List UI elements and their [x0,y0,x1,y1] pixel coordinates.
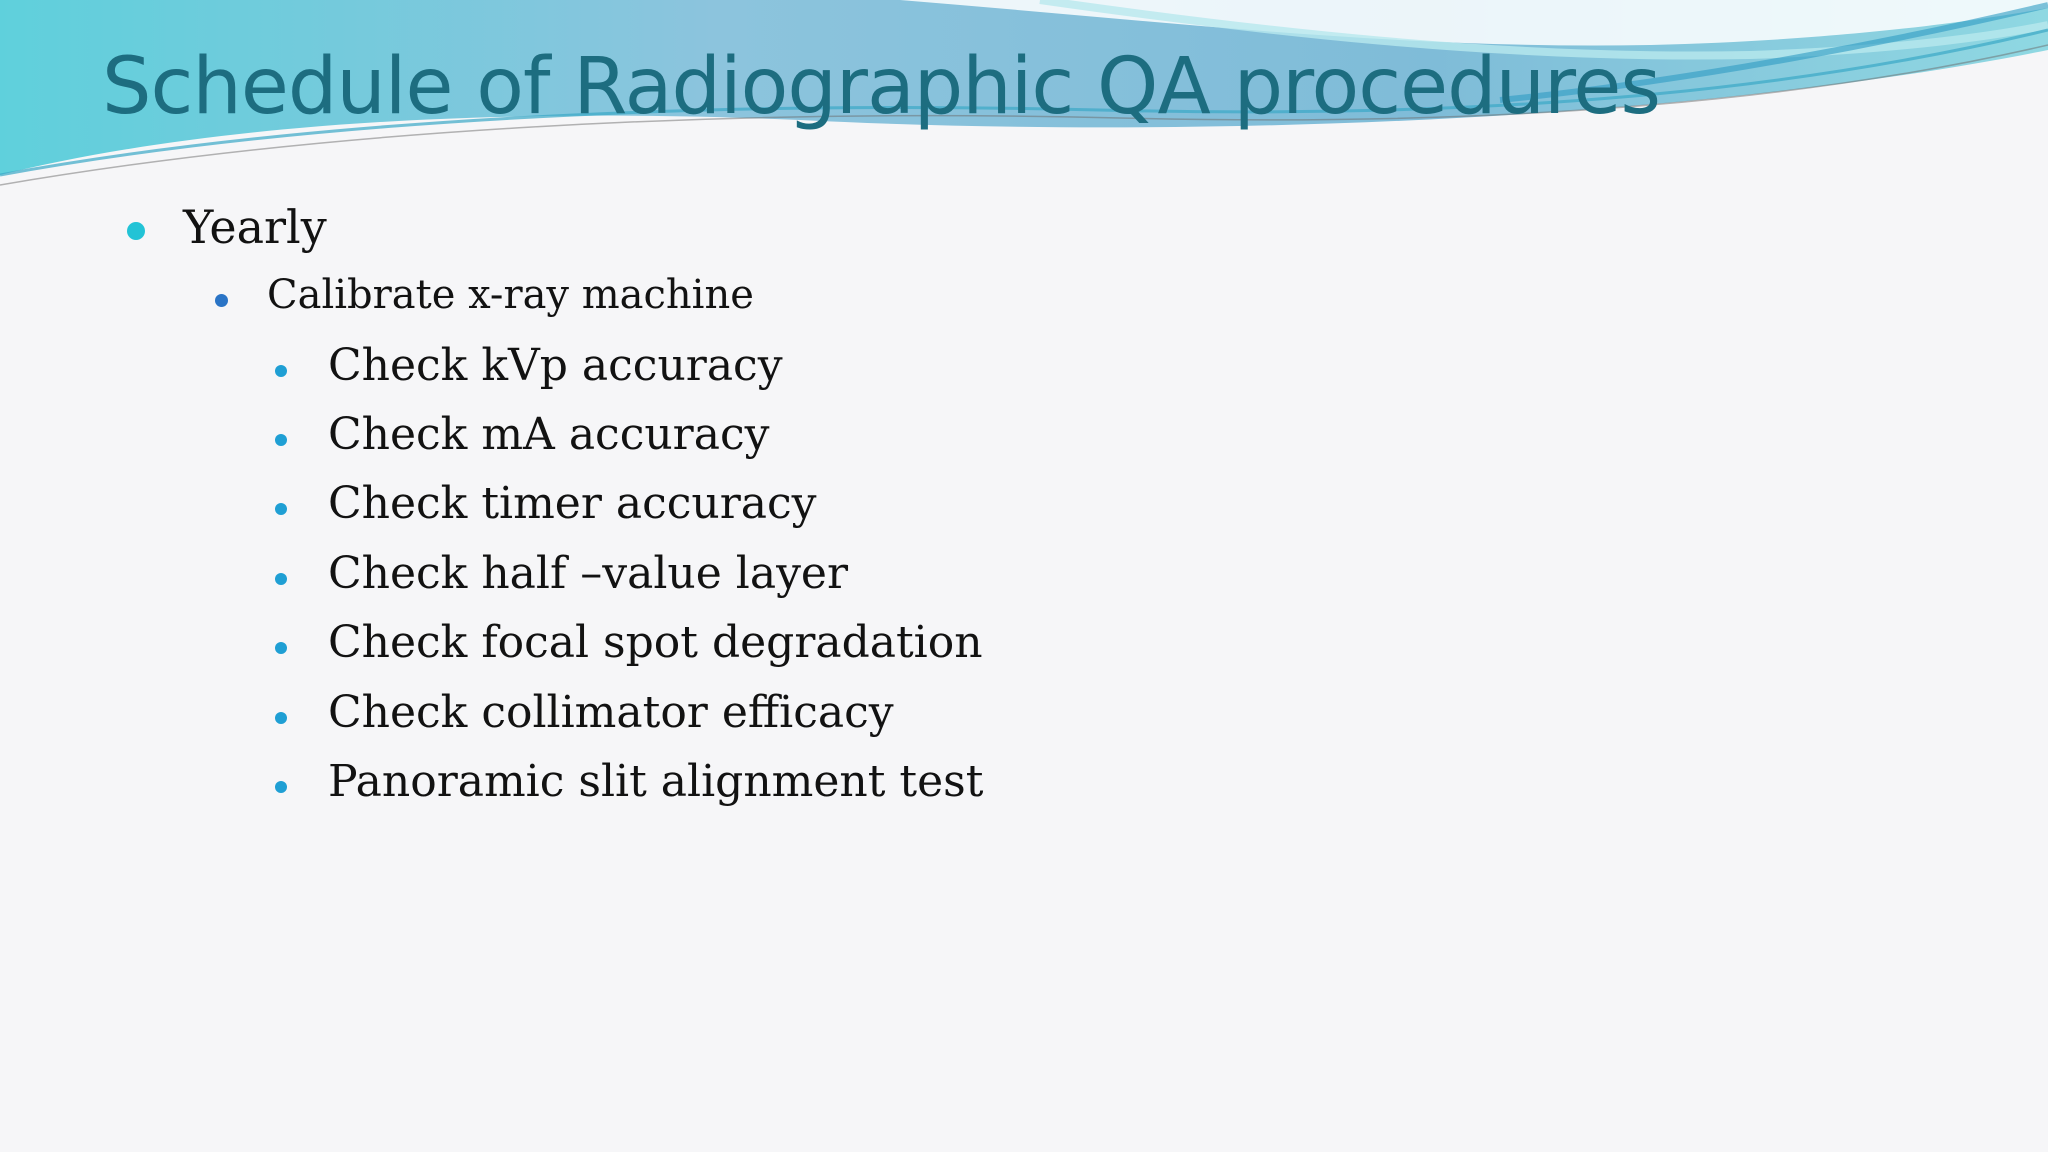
bullet-text: Check mA accuracy [328,409,770,460]
bullet-text: Check half –value layer [328,548,849,599]
bullet-text: Panoramic slit alignment test [328,756,984,807]
bullet-marker-icon [275,365,287,377]
bullet-text: Check kVp accuracy [328,340,783,391]
bullet-text: Check collimator efficacy [328,687,894,738]
bullet-marker-icon [275,503,287,515]
bullet-marker-icon [275,712,287,724]
bullet-marker-icon [275,573,287,585]
bullet-marker-icon [275,642,287,654]
bullet-text: Calibrate x-ray machine [267,272,754,318]
bullet-text: Check focal spot degradation [328,617,983,668]
bullet-marker-icon [127,222,145,240]
bullet-marker-icon [275,781,287,793]
slide-title: Schedule of Radiographic QA procedures [102,42,1660,132]
bullet-marker-icon [275,434,287,446]
bullet-text: Check timer accuracy [328,478,817,529]
bullet-text: Yearly [183,200,327,254]
bullet-marker-icon [215,294,228,307]
